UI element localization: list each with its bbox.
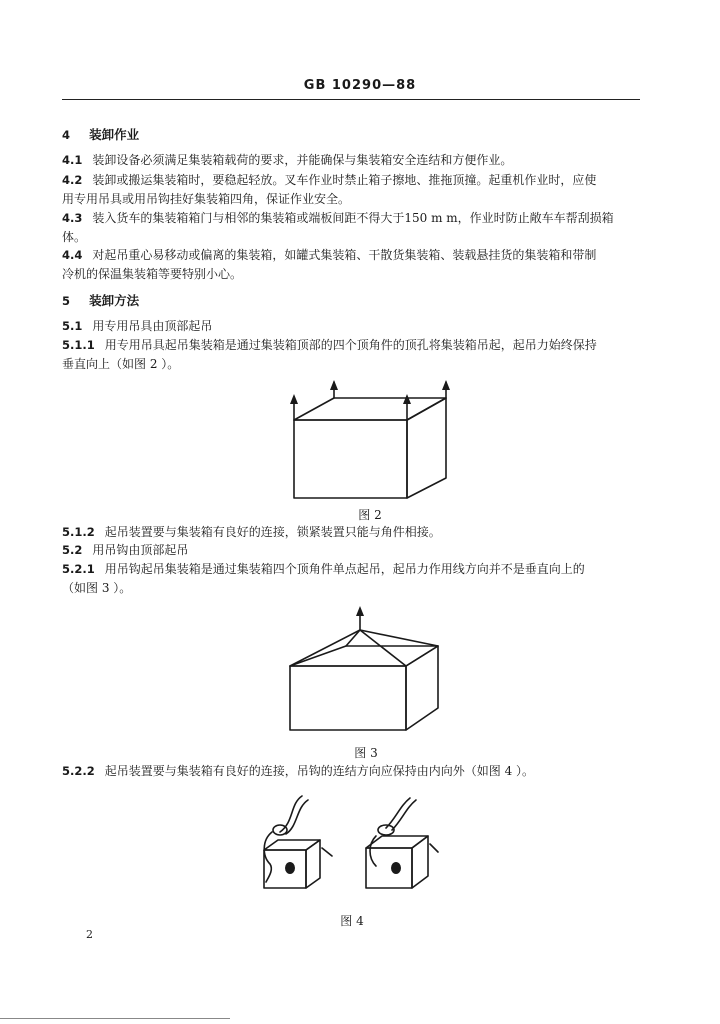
clause-text: 起吊装置要与集装箱有良好的连接，锁紧装置只能与角件相接。	[104, 525, 441, 539]
container-box	[290, 646, 438, 730]
lift-arrow	[356, 606, 364, 630]
clause-4-3	[62, 209, 642, 247]
corner-fitting-left	[264, 796, 332, 888]
bottom-edge-line	[0, 1018, 230, 1019]
clause-5-1-2	[62, 523, 642, 542]
clause-text-line2: 垂直向上（如图 2 ）。	[62, 357, 180, 371]
clause-5-2	[62, 541, 642, 560]
header-rule	[62, 99, 640, 100]
figure-4-caption: 图 4	[340, 914, 364, 928]
clause-number: 5.2	[62, 543, 83, 557]
clause-5-2-2	[62, 762, 642, 781]
clause-text-line1: 装入货车的集装箱箱门与相邻的集装箱或端板间距不得大于150 m m，作业时防止敞车车帮刮损箱	[92, 211, 614, 225]
corner-fitting-right	[366, 798, 438, 888]
clause-text: 用吊钩由顶部起吊	[92, 543, 189, 557]
clause-text-line1: 用吊钩起吊集装箱是通过集装箱四个顶角件单点起吊，起吊力作用线方向并不是垂直向上的	[104, 562, 585, 576]
clause-number: 4.3	[62, 211, 83, 225]
clause-number: 5.1.1	[62, 338, 95, 352]
clause-text-line2: 体。	[62, 230, 87, 244]
clause-number: 4.4	[62, 248, 83, 262]
clause-5-1	[62, 317, 642, 336]
clause-text-line1: 用专用吊具起吊集装箱是通过集装箱顶部的四个顶角件的顶孔将集装箱吊起，起吊力始终保持	[104, 338, 597, 352]
page-number: 2	[86, 928, 93, 941]
standard-header: GB 10290—88	[303, 78, 417, 93]
clause-text-line2: 用专用吊具或用吊钩挂好集装箱四角，保证作业安全。	[62, 192, 351, 206]
clause-5-1-1	[62, 336, 642, 374]
section-4-heading	[62, 124, 139, 143]
lift-arrows	[290, 380, 450, 420]
section-5-heading	[62, 290, 139, 309]
figure-4-hook-connections	[250, 792, 440, 902]
clause-4-1	[62, 151, 642, 170]
section-number: 4	[62, 128, 71, 142]
clause-text: 用专用吊具由顶部起吊	[92, 319, 213, 333]
clause-text-line2: （如图 3 ）。	[62, 581, 132, 595]
clause-text-line1: 装卸或搬运集装箱时，要稳起轻放。叉车作业时禁止箱子擦地、推拖顶撞。起重机作业时，应使	[92, 173, 597, 187]
clause-number: 5.1	[62, 319, 83, 333]
clause-text: 起吊装置要与集装箱有良好的连接，吊钩的连结方向应保持由内向外（如图 4 ）。	[104, 764, 535, 778]
section-title: 装卸方法	[89, 293, 140, 308]
clause-4-2	[62, 171, 642, 209]
clause-number: 5.1.2	[62, 525, 95, 539]
clause-5-2-1	[62, 560, 642, 598]
clause-4-4	[62, 246, 642, 284]
clause-text-line2: 冷机的保温集装箱等要特别小心。	[62, 267, 243, 281]
figure-3-caption: 图 3	[354, 746, 378, 760]
container-box	[294, 398, 446, 498]
clause-number: 4.2	[62, 173, 83, 187]
clause-text-line1: 对起吊重心易移动或偏离的集装箱，如罐式集装箱、干散货集装箱、装载悬挂货的集装箱和带制	[92, 248, 597, 262]
figure-3-container-hook-lift	[284, 604, 444, 736]
clause-number: 5.2.1	[62, 562, 95, 576]
clause-text: 装卸设备必须满足集装箱载荷的要求，并能确保与集装箱安全连结和方便作业。	[92, 153, 513, 167]
figure-2-container-vertical-lift	[280, 380, 460, 508]
clause-number: 4.1	[62, 153, 83, 167]
section-title: 装卸作业	[89, 127, 140, 142]
figure-2-caption: 图 2	[358, 508, 382, 522]
section-number: 5	[62, 294, 71, 308]
clause-number: 5.2.2	[62, 764, 95, 778]
